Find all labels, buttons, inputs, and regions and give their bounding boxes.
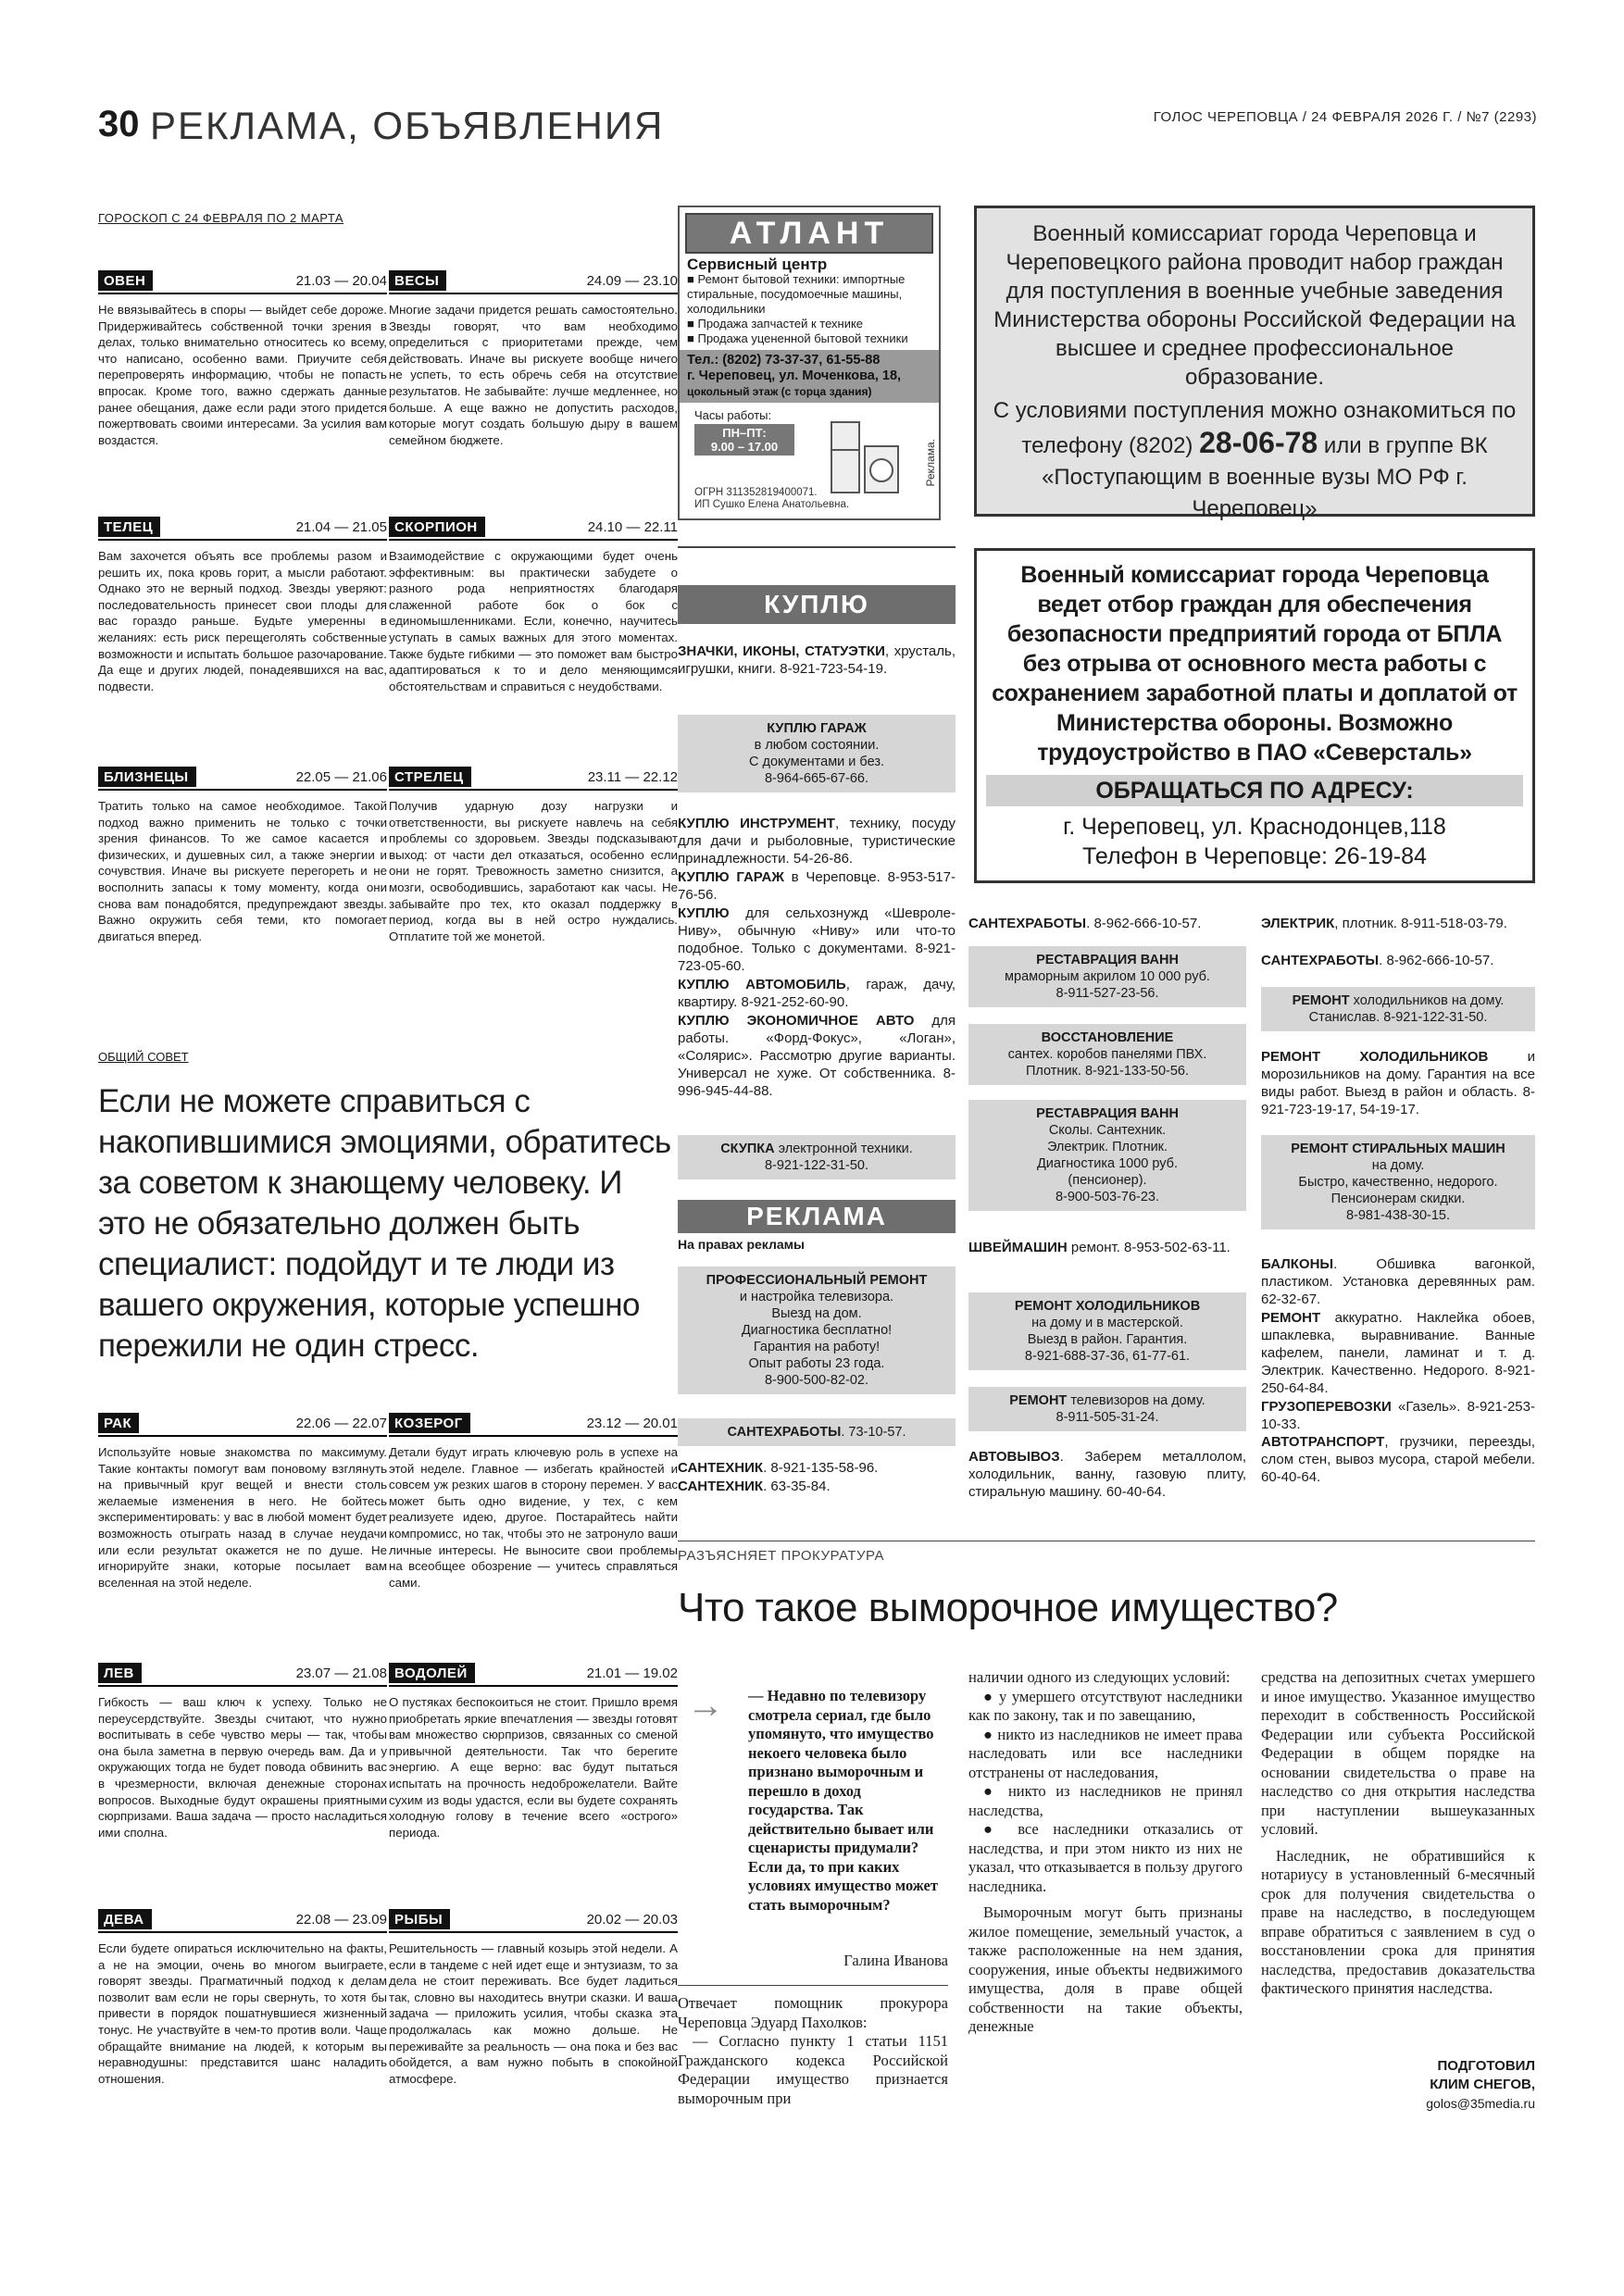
sign-name: СТРЕЛЕЦ <box>389 767 471 787</box>
sign-name: СКОРПИОН <box>389 517 485 537</box>
sign-text: Взаимодействие с окружающими будет очень эффективным: вы практически забудете о разного рода неприятностях благодаря слаженной работе бок о бок с единомышленниками. Если, конечно, научитесь уступать в самых важных для этого моментах. Также будьте гибкими — это поможет вам быстро адаптироваться к то и дело меняющимся обстоятельствам и справиться с неудобствами. <box>389 549 678 693</box>
sign-dates: 23.11 — 22.12 <box>587 768 678 785</box>
reklama-note: На правах рекламы <box>678 1237 805 1252</box>
sign-text: Детали будут играть ключевую роль в успехе на этой неделе. Главное — избегать крайностей и совсем уж резких шагов в сторону перемен. У вас может быть одно видение, у тех, с кем реализуете идею, другое. Постарайтесь найти компромисс, но так, чтобы это не затронуло ваши личные интересы. Не выносите свои проблемы на всеобщее обозрение — учитесь справляться сами. <box>389 1445 678 1590</box>
sign-dates: 22.06 — 22.07 <box>295 1415 387 1431</box>
sign-name: КОЗЕРОГ <box>389 1413 470 1433</box>
email-link[interactable]: golos@35media.ru <box>1426 2096 1535 2111</box>
military-ad-2 <box>974 548 1535 883</box>
sign-leo <box>98 1661 387 1841</box>
atlant-address: г. Череповец, ул. Моченкова, 18, <box>687 368 902 383</box>
sign-dates: 22.08 — 23.09 <box>295 1911 387 1928</box>
sign-gemini <box>98 765 387 944</box>
classified-ad: САНТЕХНИК. 63-35-84. <box>678 1479 831 1494</box>
sign-name: ДЕВА <box>98 1909 152 1929</box>
sign-name: ОВЕН <box>98 270 153 291</box>
atlant-address2: цокольный этаж (с торца здания) <box>687 385 872 398</box>
atlant-phones: Тел.: (8202) 73-37-37, 61-55-88 <box>687 353 881 368</box>
advice-label: ОБЩИЙ СОВЕТ <box>98 1050 189 1064</box>
atlant-ad <box>678 206 941 520</box>
classified-ad: САНТЕХРАБОТЫ. 8-962-666-10-57. <box>968 916 1202 931</box>
sign-text: Гибкость — ваш ключ к успеху. Только не переусердствуйте. Звезды считают, что нужно воспитывать в себе чувство меры — так, чтобы она была заметна в первую очередь вам. Да и у окружающих тогда не будет повода обвинить вас в чрезмерности, включая денежные сторонах вопросов. Выходные будут окрашены приятными сюрпризами. Ваша задача — просто насладиться ими сполна. <box>98 1695 387 1840</box>
arrow-icon: → <box>687 1685 724 1726</box>
sign-name: ВОДОЛЕЙ <box>389 1663 475 1683</box>
answer-column-2: наличии одного из следующих условий: ● у умершего отсутствуют наследники как по закону, так и по завещанию, ● никто из наследников не имеет права наследовать или все наследники отстранены от наследования, ● никто из наследников не принял наследства, ● все наследники отказались от наследства, и при этом никто из них не указал, что отказывается в пользу другого наследника. Выморочным могут быть признаны жилое помещение, земельный участок, а также расположенные на нем здания, сооружения, иные объекты недвижимого имущества, доля в праве общей собственности на такие объекты, денежные <box>968 1668 1243 2035</box>
sign-aries <box>98 268 387 448</box>
sign-text: Используйте новые знакомства по максимуму. Такие контакты помогут вам поновому взглянуть на привычный круг вещей и внести столь желаемые изменения в него. Не бойтесь экспериментировать: у вас в любой момент будет возможность отыграть назад в случае неудачи или если результат окажется не по душе. Не игнорируйте знаки, которые посылает вам вселенная на этой неделе. <box>98 1445 387 1590</box>
classified-ad: ГРУЗОПЕРЕВОЗКИ «Газель». 8-921-253-10-33. <box>1261 1399 1535 1432</box>
sign-libra <box>389 268 678 448</box>
ad-box-bath-restoration: РЕСТАВРАЦИЯ ВАНН мраморным акрилом 10 000 руб. 8-911-527-23-56. <box>968 946 1246 1007</box>
military-ad-1-phone: 28-06-78 <box>1199 426 1318 459</box>
sign-name: РЫБЫ <box>389 1909 450 1929</box>
atlant-item: ■ Ремонт бытовой техники: импортные стиральные, посудомоечные машины, холодильники <box>687 272 906 316</box>
sign-dates: 21.03 — 20.04 <box>295 272 387 289</box>
classified-ad: САНТЕХНИК. 8-921-135-58-96. <box>678 1460 879 1476</box>
classified-ad: РЕМОНТ ХОЛОДИЛЬНИКОВ и морозильников на дому. Гарантия на все виды работ. Выезд в район и область. 8-921-723-19-17, 54-19-17. <box>1261 1049 1535 1117</box>
classified-ad: ЗНАЧКИ, ИКОНЫ, СТАТУЭТКИ, хрусталь, игрушки, книги. 8-921-723-54-19. <box>678 643 956 677</box>
divider <box>678 1985 948 1986</box>
ad-box-fridge-home: РЕМОНТ холодильников на дому. Станислав. 8-921-122-31-50. <box>1261 987 1535 1031</box>
divider <box>678 546 956 548</box>
atlant-item: ■ Продажа уцененной бытовой техники <box>687 331 908 345</box>
sign-text: Многие задачи придется решать самостоятельно. Звезды говорят, что вам необходимо определиться с приоритетами прежде, чем действовать. Иначе вы рискуете вообще ничего не успеть, то есть обречь себя на отсутствие результатов. Не забывайте: лучше медленнее, но больше. А еще важно не допустить расходов, которые могут создать большую дыру в вашем семейном бюджете. <box>389 303 678 447</box>
section-title: РЕКЛАМА, ОБЪЯВЛЕНИЯ <box>150 104 665 147</box>
sign-name: БЛИЗНЕЦЫ <box>98 767 196 787</box>
atlant-hours-label: Часы работы: <box>694 408 772 422</box>
classified-ad: КУПЛЮ ГАРАЖ в Череповце. 8-953-517-76-56. <box>678 869 956 903</box>
sign-text: О пустяках беспокоиться не стоит. Пришло время приобретать яркие впечатления — звезды готовят вам множество сюрпризов, связанных со сменой привычной деятельности. Так что берегите энергию. А еще верно: вас будут пытаться испытать на прочность недоброжелатели. Вайте сухим из воды удастся, если вы будете сохранять холодную голову в течение всего «острого» периода. <box>389 1695 678 1840</box>
sign-dates: 23.07 — 21.08 <box>295 1665 387 1681</box>
sign-sagittarius <box>389 765 678 944</box>
sign-dates: 24.09 — 23.10 <box>586 272 678 289</box>
appliance-image <box>828 418 902 494</box>
classified-ad: КУПЛЮ для сельхознужд «Шевроле-Ниву», обычную «Ниву» или что-то подобное. Только с документами. 8-921-723-05-60. <box>678 905 956 974</box>
classified-ad: РЕМОНТ аккуратно. Наклейка обоев, шпаклевка, выравнивание. Ванные кафелем, панели, ламинат и т. д. Электрик. Качественно. Недорого. 8-921-250-64-84. <box>1261 1310 1535 1396</box>
sign-text: Получив ударную дозу нагрузки и ответственности, вы рискуете навлечь на себя проблемы со здоровьем. Звезды подсказывают выход: от части дел отказаться, особенно если они не горят. Тревожность заметно снизится, а мозги, освободившись, заработают как часы. Не забывайте про тех, кто оказал поддержку в период, когда вы в ней остро нуждались. Отплатите той же монетой. <box>389 799 678 943</box>
sign-dates: 21.04 — 21.05 <box>295 518 387 535</box>
ad-box-tv-repair-home: РЕМОНТ телевизоров на дому. 8-911-505-31-24. <box>968 1387 1246 1431</box>
classified-ad: КУПЛЮ АВТОМОБИЛЬ, гараж, дачу, квартиру. 8-921-252-60-90. <box>678 977 956 1010</box>
advice-text: Если не можете справиться с накопившимися эмоциями, обратитесь за советом к знающему человеку. И это не обязательно должен быть специалист: подойдут и те люди из вашего окружения, которые успешно пережили не один стресс. <box>98 1083 671 1364</box>
sign-dates: 23.12 — 20.01 <box>586 1415 678 1431</box>
publication-info: ГОЛОС ЧЕРЕПОВЦА / 24 ФЕВРАЛЯ 2026 Г. / №7 (2293) <box>1153 109 1537 125</box>
military-ad-2-address: г. Череповец, ул. Краснодонцев,118 <box>1063 814 1446 840</box>
classified-ad: КУПЛЮ ИНСТРУМЕНТ, технику, посуду для дачи и рыболовные, туристические принадлежности. 54-26-86. <box>678 816 956 867</box>
reader-question: — Недавно по телевизору смотрела сериал, где было упомянуто, что имущество некоего человека было признано выморочным и перешло в доход государства. Так действительно бывает или сценаристы придумали? Если да, то при каких условиях имущество может стать выморочным? <box>748 1687 938 1914</box>
article-signature: ПОДГОТОВИЛ КЛИМ СНЕГОВ, golos@35media.ru <box>1426 2058 1535 2111</box>
classified-ad: АВТОТРАНСПОРТ, грузчики, переезды, слом стен, вывоз мусора, старой мебели. 60-40-64. <box>1261 1434 1535 1485</box>
sign-dates: 21.01 — 19.02 <box>586 1665 678 1681</box>
ad-box-washer-repair: РЕМОНТ СТИРАЛЬНЫХ МАШИН на дому. Быстро, качественно, недорого. Пенсионерам скидки. 8-981-438-30-15. <box>1261 1135 1535 1229</box>
sign-name: РАК <box>98 1413 139 1433</box>
sign-capricorn <box>389 1411 678 1591</box>
atlant-item: ■ Продажа запчастей к технике <box>687 317 864 331</box>
atlant-legal: ОГРН 311352819400071. ИП Сушко Елена Анатольевна. <box>694 487 850 510</box>
ad-box-plumbing: САНТЕХРАБОТЫ. 73-10-57. <box>678 1418 956 1446</box>
military-ad-2-text: Военный комиссариат города Череповца ведет отбор граждан для обеспечения безопасности предприятий города от БПЛА без отрыва от основного места работы с сохранением заработной платы и доплатой от Министерства обороны. Возможно трудоустройство в ПАО «Северсталь» <box>992 562 1518 766</box>
sign-aquarius <box>389 1661 678 1841</box>
sign-name: ЛЕВ <box>98 1663 142 1683</box>
sign-name: ВЕСЫ <box>389 270 446 291</box>
answer-column-3: средства на депозитных счетах умершего и иное имущество. Указанное имущество переходит в собственность Российской Федерации или субъекта Российской Федерации в общем порядке на основании свидетельства о праве на наследство со дня открытия наследства при наступлении вышеуказанных условий. Наследник, не обратившийся к нотариусу в установленный 6-месячный срок для получения свидетельства о праве на наследство, в последующем вправе обратиться с заявлением в суд о восстановлении срока для принятия наследства, предоставив доказательства фактического принятия наследства. <box>1261 1668 1535 1997</box>
sign-dates: 24.10 — 22.11 <box>587 518 678 535</box>
sign-text: Вам захочется объять все проблемы разом и решить их, пока кровь горит, а мысли работают. Однако это не верный подход. Звезды уверяют: последовательность принесет свои плоды для вас гораздо раньше. Будьте умеренны в желаниях: есть риск перещеголять собственные возможности и испытать большое разочарование. Да еще и других людей, понадеявшихся на вас, подвести. <box>98 549 387 693</box>
military-ad-2-contact-title: ОБРАЩАТЬСЯ ПО АДРЕСУ: <box>986 775 1523 806</box>
sign-dates: 22.05 — 21.06 <box>295 768 387 785</box>
classified-ad: ШВЕЙМАШИН ремонт. 8-953-502-63-11. <box>968 1240 1230 1255</box>
classified-ad: ЭЛЕКТРИК, плотник. 8-911-518-03-79. <box>1261 916 1507 931</box>
ad-box-tv-repair: ПРОФЕССИОНАЛЬНЫЙ РЕМОНТ и настройка телевизора. Выезд на дом. Диагностика бесплатно! Гарантия на работу! Опыт работы 23 года. 8-900-500-82-02. <box>678 1267 956 1394</box>
question-author: Галина Иванова <box>843 1952 948 1969</box>
sign-name: ТЕЛЕЦ <box>98 517 160 537</box>
atlant-hours: ПН–ПТ: 9.00 – 17.00 <box>694 424 794 455</box>
military-ad-1-text: Военный комиссариат города Череповца и Череповецкого района проводит набор граждан для поступления в военные учебные заведения Министерства обороны Российской Федерации на высшее и среднее профессиональное образование. <box>993 221 1516 390</box>
sign-virgo <box>98 1907 387 2087</box>
sign-pisces <box>389 1907 678 2087</box>
ad-mark: Реклама. <box>924 439 937 487</box>
sign-text: Если будете опираться исключительно на факты, а не на эмоции, очень во многом выиграете, говорят звезды. Прагматичный подход к делам позволит вам если не горы свернуть, то хотя бы привести в порядок пошатнувшиеся жизненный тонус. Не участвуйте в чем-то против воли. Чаще обращайте внимание на людей, к которым вы неравнодушны: представится шанс наладить отношения. <box>98 1941 387 2086</box>
classified-ad: КУПЛЮ ЭКОНОМИЧНОЕ АВТО для работы. «Форд-Фокус», «Логан», «Солярис». Рассмотрю другие варианты. Универсал не хуже. От собственника. 8-996-945-44-88. <box>678 1013 956 1099</box>
sign-text: Не ввязывайтесь в споры — выйдет себе дороже. Придерживайтесь собственной точки зрения в делах, только внимательно относитесь ко всему, что написано, особенно вами. Приучите себя перепроверять информацию, чтобы не попасть впросак. Кроме того, важно сдержать данные ранее обещания, даже если ради этого придется пожертвовать своими интересами. За усилия вам воздастся. <box>98 303 387 447</box>
ad-box-restoration: ВОССТАНОВЛЕНИЕ сантех. коробов панелями ПВХ. Плотник. 8-921-133-50-56. <box>968 1024 1246 1085</box>
horoscope-heading: ГОРОСКОП С 24 ФЕВРАЛЯ ПО 2 МАРТА <box>98 211 344 225</box>
kuplu-banner: КУПЛЮ <box>678 585 956 624</box>
classified-ad: САНТЕХРАБОТЫ. 8-962-666-10-57. <box>1261 953 1494 968</box>
classified-ad: АВТОВЫВОЗ. Заберем металлолом, холодильник, ванну, газовую плиту, стиральную машину. 60-40-64. <box>968 1449 1246 1500</box>
ad-box-buy-garage: КУПЛЮ ГАРАЖ в любом состоянии. С документами и без. 8-964-665-67-66. <box>678 715 956 792</box>
sign-text: Тратить только на самое необходимое. Такой подход важно применить не только с точки зрения финансов. То же самое касается и физических, и душевных сил, а также энергии и сочувствия. Иначе вы рискуете перегореть и не восполнить запасы к тому моменту, когда они снова вам понадобятся, предупреждают звезды. Важно окружить себя теми, кто помогает двигаться вперед. <box>98 799 387 943</box>
sign-cancer <box>98 1411 387 1591</box>
article-title: Что такое выморочное имущество? <box>678 1585 1338 1630</box>
ad-box-bath-restoration-2: РЕСТАВРАЦИЯ ВАНН Сколы. Сантехник. Электрик. Плотник. Диагностика 1000 руб. (пенсионер). 8-900-503-76-23. <box>968 1100 1246 1211</box>
atlant-contacts <box>680 350 939 403</box>
answer-intro: Отвечает помощник прокурора Череповца Эдуард Пахолков: <box>678 1994 948 2031</box>
military-ad-2-phone: Телефон в Череповце: 26-19-84 <box>1082 843 1427 869</box>
military-ad-1-group: «Поступающим в военные вузы МО РФ г. Череповец» <box>1042 465 1468 521</box>
prosecutor-label: РАЗЪЯСНЯЕТ ПРОКУРАТУРА <box>678 1548 885 1564</box>
sign-scorpio <box>389 515 678 694</box>
page-number: 30 <box>98 104 140 144</box>
ad-box-buy-electronics: СКУПКА электронной техники. 8-921-122-31-50. <box>678 1135 956 1179</box>
sign-taurus <box>98 515 387 694</box>
military-ad-1 <box>974 206 1535 521</box>
atlant-logo: АТЛАНТ <box>685 213 933 254</box>
classified-ad: БАЛКОНЫ. Обшивка вагонкой, пластиком. Установка деревянных рам. 62-32-67. <box>1261 1256 1535 1307</box>
answer-paragraph: — Согласно пункту 1 статьи 1151 Гражданского кодекса Российской Федерации имущество признается выморочным при <box>678 2032 948 2107</box>
sign-dates: 20.02 — 20.03 <box>586 1911 678 1928</box>
military-ad-1-info: С условиями поступления можно ознакомиться по телефону (8202) 28-06-78 или в группе ВК «Поступающим в военные вузы МО РФ г. Череповец» <box>977 392 1532 525</box>
atlant-subtitle: Сервисный центр <box>687 256 828 273</box>
reklama-banner: РЕКЛАМА <box>678 1200 956 1233</box>
sign-text: Решительность — главный козырь этой недели. А если в тандеме с ней идет еще и энтузиазм, то за дела не стоит переживать. Все будет ладиться так, словно вы находитесь внутри сказки. И ваша задача — приложить усилия, чтобы сказка эта продолжалась как можно дольше. Не переживайте за реальность — она пока и без вас обойдется, а вам нужно побыть в спокойной атмосфере. <box>389 1941 678 2086</box>
ad-box-fridge-repair: РЕМОНТ ХОЛОДИЛЬНИКОВ на дому и в мастерской. Выезд в район. Гарантия. 8-921-688-37-36, 61-77-61. <box>968 1292 1246 1370</box>
